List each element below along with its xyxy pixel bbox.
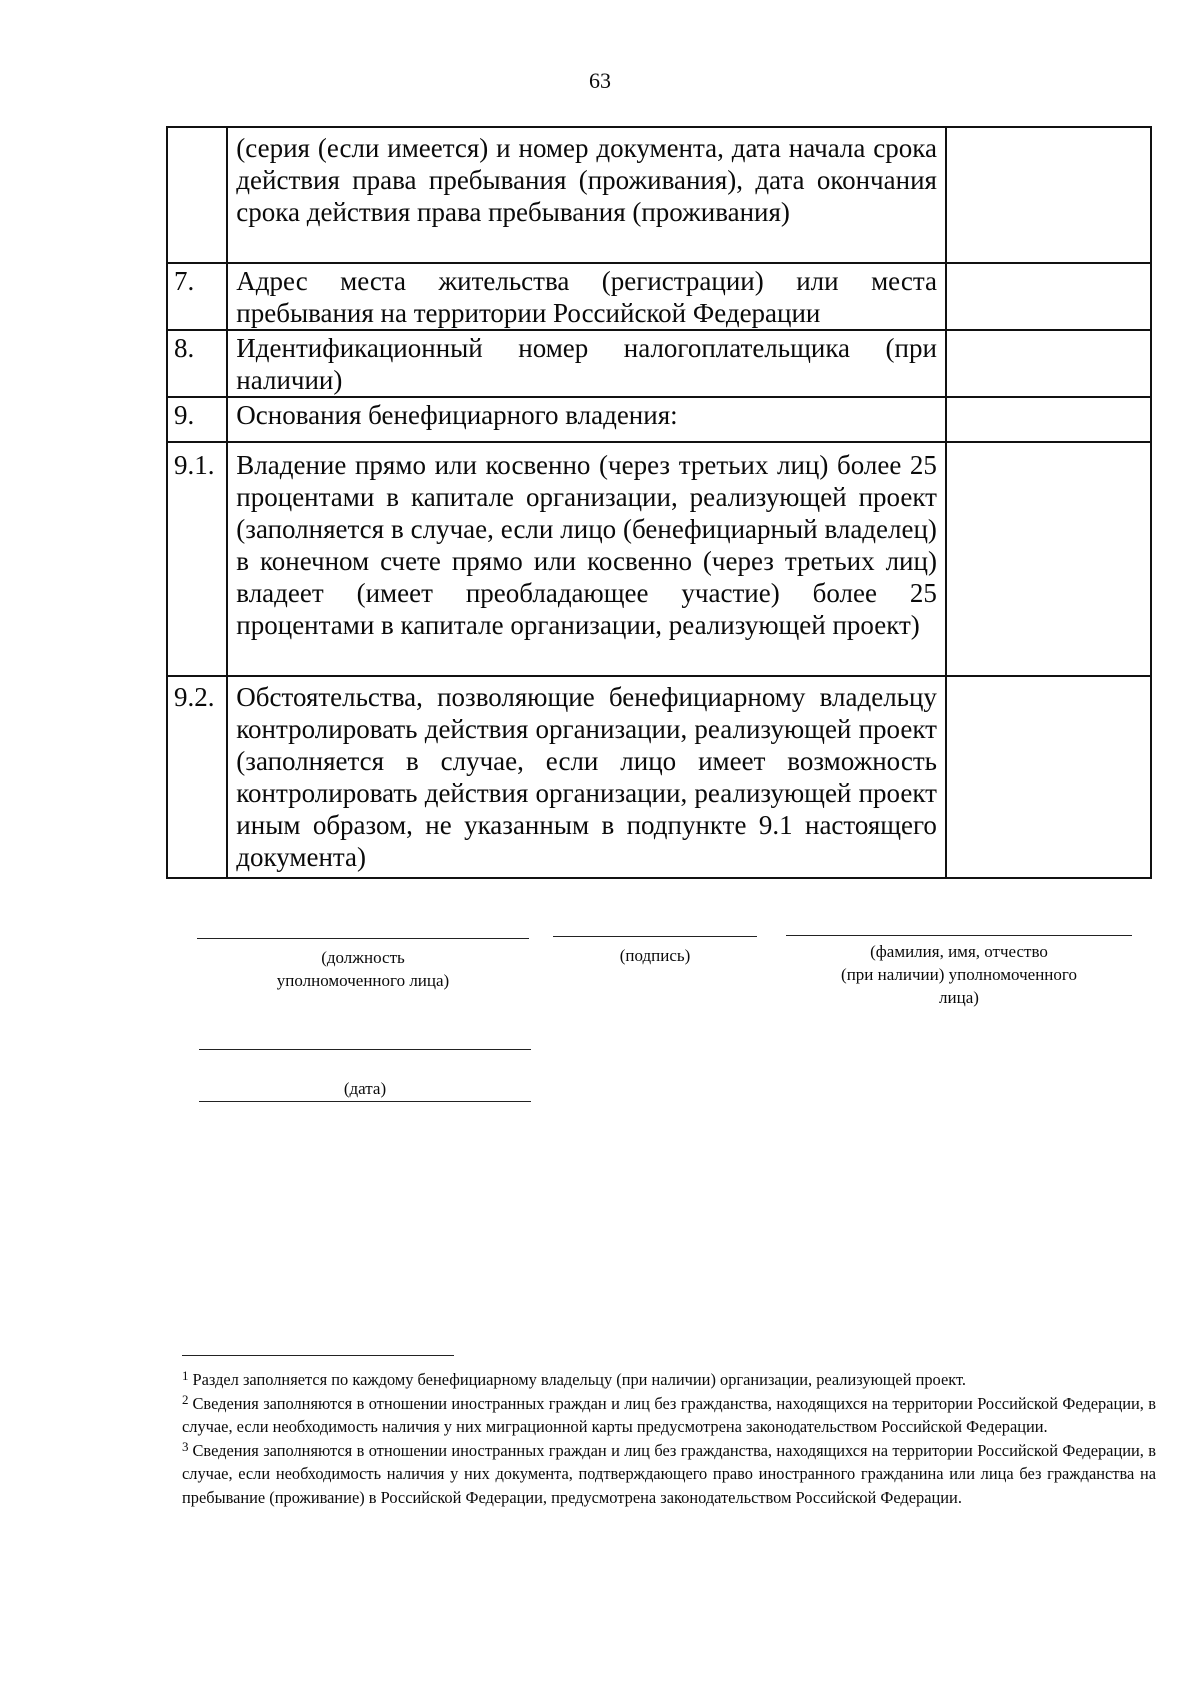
footnote-mark: 1 — [182, 1368, 189, 1383]
full-name-caption-line-1: (фамилия, имя, отчество — [870, 942, 1048, 961]
signature-caption — [553, 944, 757, 967]
table-row — [167, 263, 1151, 330]
row-value-field[interactable] — [946, 263, 1151, 330]
row-description: Владение прямо или косвенно (через третьих лиц) более 25 процентами в капитале организации, реализующей проект (заполняется в случае, если лицо (бенефициарный владелец) в конечном счете прямо или косвенно (через третьих лиц) владеет (имеет преобладающее участие) более 25 процентами в капитале организации, реализующей проект) — [227, 442, 946, 676]
row-number: 9.2. — [167, 676, 227, 878]
table-row — [167, 442, 1151, 676]
footnote-text: Сведения заполняются в отношении иностранных граждан и лиц без гражданства, находящихся на территории Российской Федерации, в случае, если необходимость наличия у них миграционной карты предусмотрена законодательством Российской Федерации. — [182, 1393, 1156, 1437]
row-value-field[interactable] — [946, 330, 1151, 397]
footnote-text: Сведения заполняются в отношении иностранных граждан и лиц без гражданства, находящихся на территории Российской Федерации, в случае, если необходимость наличия у них документа, подтверждающего право иностранного гражданина или лица без гражданства на пребывание (проживание) в Российской Федерации, предусмотрена законодательством Российской Федерации. — [182, 1440, 1156, 1507]
footnote-2 — [182, 1392, 1156, 1439]
position-caption-line-2: уполномоченного лица) — [276, 971, 450, 990]
row-description: Адрес места жительства (регистрации) или места пребывания на территории Российской Федерации — [227, 263, 946, 330]
table-row — [167, 330, 1151, 397]
row-description: Основания бенефициарного владения: — [227, 397, 946, 442]
full-name-caption-line-3: лица) — [939, 988, 979, 1007]
date-caption — [199, 1077, 531, 1100]
row-description: Идентификационный номер налогоплательщика (при наличии) — [227, 330, 946, 397]
row-number: 7. — [167, 263, 227, 330]
row-description: Обстоятельства, позволяющие бенефициарному владельцу контролировать действия организации, реализующей проект (заполняется в случае, если лицо имеет возможность контролировать действия организации, реализующей проект иным образом, не указанным в подпункте 9.1 настоящего документа) — [227, 676, 946, 878]
footnote-mark: 2 — [182, 1391, 189, 1407]
signature-line[interactable] — [553, 936, 757, 937]
footnote-separator — [182, 1355, 454, 1356]
date-lower-line — [199, 1101, 531, 1102]
row-number: 9.1. — [167, 442, 227, 676]
footnote-3 — [182, 1439, 1156, 1510]
position-caption — [197, 946, 529, 992]
row-number: 8. — [167, 330, 227, 397]
beneficiary-info-table — [166, 126, 1152, 879]
full-name-caption-line-2: (при наличии) уполномоченного — [841, 965, 1077, 984]
position-signature-line[interactable] — [197, 938, 529, 939]
row-value-field[interactable] — [946, 442, 1151, 676]
row-value-field[interactable] — [946, 676, 1151, 878]
row-value-field[interactable] — [946, 397, 1151, 442]
date-caption-text: (дата) — [343, 1079, 387, 1098]
footnotes — [182, 1368, 1156, 1510]
full-name-caption — [786, 940, 1132, 1009]
table-row — [167, 397, 1151, 442]
row-number: 9. — [167, 397, 227, 442]
footnote-1 — [182, 1368, 1156, 1392]
row-description: (серия (если имеется) и номер документа, дата начала срока действия права пребывания (проживания), дата окончания срока действия права пребывания (проживания) — [227, 127, 946, 263]
row-value-field[interactable] — [946, 127, 1151, 263]
position-caption-line-1: (должность — [321, 948, 405, 967]
page-number: 63 — [589, 68, 611, 93]
row-number — [167, 127, 227, 263]
signature-caption-text: (подпись) — [619, 946, 691, 965]
table-row — [167, 676, 1151, 878]
footnote-text: Раздел заполняется по каждому бенефициарному владельцу (при наличии) организации, реализующей проект. — [192, 1370, 966, 1389]
full-name-signature-line[interactable] — [786, 935, 1132, 936]
date-upper-line[interactable] — [199, 1049, 531, 1050]
table-row — [167, 127, 1151, 263]
footnote-mark: 3 — [182, 1438, 189, 1454]
